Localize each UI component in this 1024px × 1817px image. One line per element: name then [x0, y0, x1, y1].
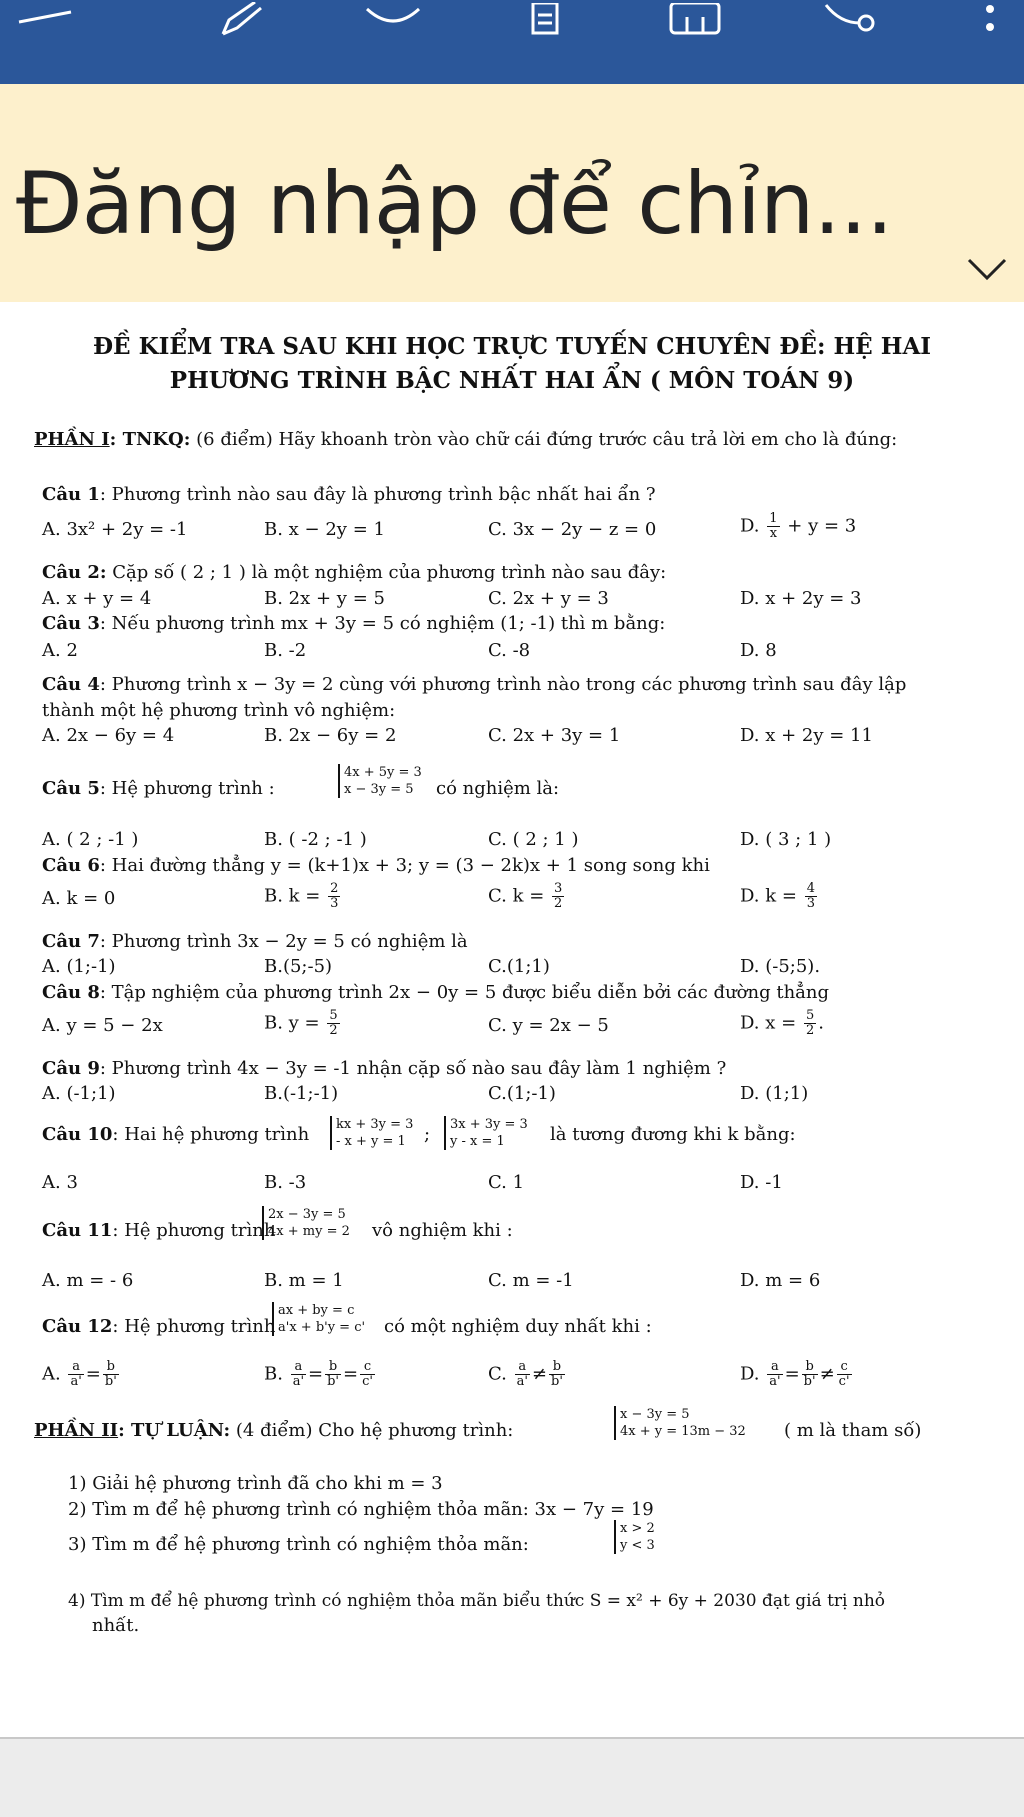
q8-b	[264, 1009, 342, 1038]
q11-sys-eq2: 4x + my = 2	[268, 1224, 350, 1239]
q12-d-f1n: a	[767, 1360, 782, 1375]
q8-d-num: 5	[805, 1008, 815, 1023]
q12-sys-eq1: ax + by = c	[278, 1303, 355, 1318]
q12-d-frac1	[767, 1360, 782, 1389]
part1-label: PHẦN I	[34, 429, 110, 450]
q10-c: C. 1	[488, 1172, 525, 1193]
q3-b: B. -2	[264, 640, 307, 661]
q11-text	[42, 1220, 275, 1242]
q4-a: A. 2x − 6y = 4	[42, 725, 175, 746]
q12-d-f1d: a'	[769, 1374, 781, 1389]
q6-text	[42, 855, 710, 877]
q11-label: Câu 11	[42, 1220, 113, 1241]
q8-d-prefix: D. x =	[740, 1012, 797, 1034]
part2-system	[614, 1406, 746, 1440]
q4-question: : Phương trình x − 3y = 2 cùng với phương trình nào trong các phương trình sau đây lập	[99, 674, 907, 695]
q8-c: C. y = 2x − 5	[488, 1015, 609, 1036]
q11-sys-eq1: 2x − 3y = 5	[268, 1207, 346, 1222]
q2-c: C. 2x + y = 3	[488, 588, 609, 609]
doc-title-line1: ĐỀ KIỂM TRA SAU KHI HỌC TRỰC TUYẾN CHUYÊN ĐỀ: HỆ HAI	[92, 333, 932, 360]
search-icon[interactable]	[360, 0, 430, 40]
q12-d-op2: ≠	[819, 1363, 835, 1385]
q1-a: A. 3x² + 2y = -1	[42, 519, 188, 540]
q10-s2-eq2: y - x = 1	[450, 1134, 505, 1149]
q9-label: Câu 9	[42, 1058, 100, 1079]
q11-a: A. m = - 6	[42, 1270, 134, 1291]
q9-question: : Phương trình 4x − 3y = -1 nhận cặp số nào sau đây làm 1 nghiệm ?	[99, 1058, 727, 1079]
q11-b: B. m = 1	[264, 1270, 344, 1291]
q12-label: Câu 12	[42, 1316, 113, 1337]
q8-a: A. y = 5 − 2x	[42, 1015, 163, 1036]
q11-c: C. m = -1	[488, 1270, 574, 1291]
q12-a-f1n: a	[68, 1360, 83, 1375]
q10-b: B. -3	[264, 1172, 307, 1193]
q2-b: B. 2x + y = 5	[264, 588, 385, 609]
q12-a-f2n: b	[103, 1360, 119, 1375]
q12-b-op2: =	[343, 1363, 359, 1385]
doc-title	[0, 330, 1024, 398]
more-icon[interactable]	[955, 0, 1024, 40]
q1-d-fraction	[767, 512, 779, 541]
q7-a: A. (1;-1)	[42, 956, 116, 977]
q6-question: : Hai đường thẳng y = (k+1)x + 3; y = (3 − 2k)x + 1 song song khi	[99, 855, 710, 876]
q12-a-f1d: a'	[70, 1374, 82, 1389]
q8-b-den: 2	[329, 1023, 338, 1038]
part1-rest-label: : TNKQ:	[109, 429, 191, 450]
task-2: 2) Tìm m để hệ phương trình có nghiệm thỏa mãn: 3x − 7y = 19	[68, 1499, 654, 1520]
document-icon[interactable]	[510, 0, 580, 40]
q12-a-frac2	[103, 1360, 119, 1389]
q11-system	[262, 1206, 350, 1240]
task-1: 1) Giải hệ phương trình đã cho khi m = 3	[68, 1473, 443, 1494]
q4-d: D. x + 2y = 11	[740, 725, 873, 746]
banner-title[interactable]: Đăng nhập để chỉn...	[16, 154, 893, 254]
q9-text	[42, 1058, 726, 1080]
q1-d-num: 1	[769, 511, 778, 526]
q12-d-frac2	[802, 1360, 818, 1389]
q10-text-after: là tương đương khi k bằng:	[550, 1124, 796, 1145]
q5-a: A. ( 2 ; -1 )	[42, 829, 139, 850]
q3-label: Câu 3	[42, 613, 100, 634]
doc-title-line2: PHƯƠNG TRÌNH BẬC NHẤT HAI ẨN ( MÔN TOÁN 9)	[169, 367, 855, 394]
q12-b-frac1	[291, 1360, 306, 1389]
part1-desc: (6 điểm) Hãy khoanh tròn vào chữ cái đứng trước câu trả lời em cho là đúng:	[196, 429, 898, 450]
q6-c-num: 3	[554, 881, 563, 896]
q12-sys-eq2: a'x + b'y = c'	[278, 1320, 366, 1335]
q8-d-den: 2	[805, 1023, 815, 1038]
q1-d-post: + y = 3	[787, 515, 857, 537]
q9-b: B.(-1;-1)	[264, 1083, 339, 1104]
task-3-system	[614, 1520, 655, 1554]
q12-b-f1d: a'	[292, 1374, 305, 1389]
q12-b-f1n: a	[291, 1360, 306, 1375]
q12-c	[488, 1360, 567, 1389]
tablet-icon[interactable]	[660, 0, 730, 40]
q12-text	[42, 1316, 275, 1338]
q5-text-after: có nghiệm là:	[436, 778, 560, 799]
q2-text	[42, 562, 666, 584]
q6-a: A. k = 0	[42, 888, 116, 909]
q12-d-frac3	[837, 1360, 852, 1389]
q12-b	[264, 1360, 377, 1389]
part2-rest-label: : TỰ LUẬN:	[118, 1420, 231, 1441]
q8-b-fraction	[327, 1009, 339, 1038]
q12-b-f2n: b	[325, 1360, 341, 1375]
q12-d	[740, 1360, 854, 1389]
q5-d: D. ( 3 ; 1 )	[740, 829, 832, 850]
q6-d-prefix: D. k =	[740, 885, 797, 907]
q6-c-den: 2	[554, 896, 563, 911]
q12-c-f2n: b	[549, 1360, 565, 1375]
q10-label: Câu 10	[42, 1124, 113, 1145]
q12-b-frac3	[360, 1360, 375, 1389]
q2-label: Câu 2:	[42, 562, 107, 583]
part2-sys-eq2: 4x + y = 13m − 32	[620, 1424, 746, 1439]
q6-d-fraction	[805, 882, 817, 911]
q10-s1-eq2: - x + y = 1	[336, 1134, 406, 1149]
task-3: 3) Tìm m để hệ phương trình có nghiệm thỏa mãn:	[68, 1534, 529, 1555]
q12-a-op: =	[85, 1363, 101, 1385]
q12-c-f1d: a'	[516, 1374, 528, 1389]
q7-c: C.(1;1)	[488, 956, 550, 977]
q1-d-den: x	[769, 526, 778, 541]
q6-c-prefix: C. k =	[488, 885, 545, 907]
q3-question: : Nếu phương trình mx + 3y = 5 có nghiệm (1; -1) thì m bằng:	[99, 613, 666, 634]
q12-b-f2d: b'	[327, 1374, 340, 1389]
q4-text	[42, 674, 906, 696]
q11-d: D. m = 6	[740, 1270, 821, 1291]
q12-question: : Hệ phương trình	[112, 1316, 276, 1337]
q5-question: : Hệ phương trình :	[99, 778, 275, 799]
q8-b-num: 5	[329, 1008, 338, 1023]
q5-sys-eq2: x − 3y = 5	[344, 782, 414, 797]
q10-question: : Hai hệ phương trình	[112, 1124, 310, 1145]
q11-text-after: vô nghiệm khi :	[372, 1220, 513, 1241]
q5-text	[42, 778, 275, 800]
q6-label: Câu 6	[42, 855, 100, 876]
q12-c-f2d: b'	[551, 1374, 563, 1389]
q8-d-post: .	[818, 1012, 824, 1034]
q2-d: D. x + 2y = 3	[740, 588, 862, 609]
q6-d-den: 3	[806, 896, 815, 911]
q4-text2: thành một hệ phương trình vô nghiệm:	[42, 700, 396, 721]
q6-d	[740, 882, 819, 911]
q8-question: : Tập nghiệm của phương trình 2x − 0y = 5 được biểu diễn bởi các đường thẳng	[99, 982, 830, 1003]
part2-header	[34, 1420, 513, 1442]
q12-c-frac1	[515, 1360, 530, 1389]
q12-a	[42, 1360, 121, 1389]
task-3-sys-eq1: x > 2	[620, 1521, 655, 1536]
canvas-background	[0, 1739, 1024, 1817]
part2-sys-eq1: x − 3y = 5	[620, 1407, 690, 1422]
q3-d: D. 8	[740, 640, 777, 661]
share-icon[interactable]	[815, 0, 885, 40]
q7-question: : Phương trình 3x − 2y = 5 có nghiệm là	[99, 931, 468, 952]
chevron-down-icon[interactable]	[965, 254, 1009, 284]
q1-d-prefix: D.	[740, 515, 760, 537]
part2-label: PHẦN II	[34, 1420, 119, 1441]
q12-a-f2d: b'	[104, 1374, 117, 1389]
back-arrow-icon[interactable]	[10, 0, 80, 40]
q12-b-prefix: B.	[264, 1363, 283, 1385]
q12-b-f3d: c'	[362, 1374, 373, 1389]
task-4-cont: nhất.	[92, 1615, 140, 1636]
q9-d: D. (1;1)	[740, 1083, 809, 1104]
q12-a-prefix: A.	[42, 1363, 61, 1385]
q8-b-prefix: B. y =	[264, 1012, 320, 1034]
q7-b: B.(5;-5)	[264, 956, 333, 977]
q6-b-fraction	[328, 882, 340, 911]
q2-a: A. x + y = 4	[42, 588, 152, 609]
q6-c	[488, 882, 566, 911]
q12-b-f3n: c	[360, 1360, 375, 1375]
q12-b-frac2	[325, 1360, 341, 1389]
q12-b-op1: =	[308, 1363, 324, 1385]
q6-d-num: 4	[806, 881, 815, 896]
q8-label: Câu 8	[42, 982, 100, 1003]
q8-d	[740, 1009, 824, 1038]
q8-d-fraction	[804, 1009, 816, 1038]
q6-b	[264, 882, 342, 911]
app-toolbar	[0, 0, 1024, 84]
q7-label: Câu 7	[42, 931, 100, 952]
part2-desc: (4 điểm) Cho hệ phương trình:	[235, 1420, 514, 1441]
q10-separator: ;	[424, 1124, 431, 1145]
q11-question: : Hệ phương trình	[112, 1220, 276, 1241]
q5-sys-eq1: 4x + 5y = 3	[344, 765, 422, 780]
q8-text	[42, 982, 829, 1004]
q6-b-num: 2	[330, 881, 339, 896]
q3-c: C. -8	[488, 640, 531, 661]
q7-d: D. (-5;5).	[740, 956, 821, 977]
q4-c: C. 2x + 3y = 1	[488, 725, 621, 746]
q3-text	[42, 613, 665, 635]
q12-d-op1: =	[784, 1363, 800, 1385]
q9-a: A. (-1;1)	[42, 1083, 116, 1104]
q12-c-f1n: a	[515, 1360, 530, 1375]
part1-header	[34, 429, 897, 451]
q9-c: C.(1;-1)	[488, 1083, 556, 1104]
q1-label: Câu 1	[42, 484, 100, 505]
q1-b: B. x − 2y = 1	[264, 519, 385, 540]
q12-c-frac2	[549, 1360, 565, 1389]
q12-d-prefix: D.	[740, 1363, 760, 1385]
q1-question: : Phương trình nào sau đây là phương trình bậc nhất hai ẩn ?	[99, 484, 656, 505]
q1-text	[42, 484, 656, 506]
q1-c: C. 3x − 2y − z = 0	[488, 519, 657, 540]
q5-b: B. ( -2 ; -1 )	[264, 829, 367, 850]
q2-question: Cặp số ( 2 ; 1 ) là một nghiệm của phương trình nào sau đây:	[106, 562, 667, 583]
q12-c-op: ≠	[531, 1363, 548, 1385]
q5-c: C. ( 2 ; 1 )	[488, 829, 579, 850]
q12-d-f2n: b	[802, 1360, 818, 1375]
q1-d	[740, 512, 856, 541]
q10-system-1	[330, 1116, 413, 1150]
q12-d-f3d: c'	[838, 1374, 850, 1389]
q5-system	[338, 764, 422, 798]
q3-a: A. 2	[42, 640, 78, 661]
q6-b-prefix: B. k =	[264, 885, 321, 907]
q10-a: A. 3	[42, 1172, 78, 1193]
document-page	[0, 302, 1024, 1739]
q10-system-2	[444, 1116, 528, 1150]
q10-d: D. -1	[740, 1172, 783, 1193]
pen-icon[interactable]	[205, 0, 275, 40]
part2-note: ( m là tham số)	[784, 1420, 922, 1441]
q12-d-f3n: c	[837, 1360, 852, 1375]
q12-a-frac1	[68, 1360, 83, 1389]
q4-label: Câu 4	[42, 674, 100, 695]
q12-c-prefix: C.	[488, 1363, 507, 1385]
q10-text	[42, 1124, 309, 1146]
task-3-sys-eq2: y < 3	[620, 1538, 655, 1553]
q6-c-fraction	[552, 882, 564, 911]
q5-label: Câu 5	[42, 778, 100, 799]
q6-b-den: 3	[330, 896, 339, 911]
sign-in-banner[interactable]	[0, 84, 1024, 303]
q10-s2-eq1: 3x + 3y = 3	[450, 1117, 528, 1132]
q12-system	[272, 1302, 365, 1336]
task-4: 4) Tìm m để hệ phương trình có nghiệm thỏa mãn biểu thức S = x² + 6y + 2030 đạt giá trị nhỏ	[68, 1591, 886, 1611]
q4-b: B. 2x − 6y = 2	[264, 725, 397, 746]
q7-text	[42, 931, 468, 953]
q12-text-after: có một nghiệm duy nhất khi :	[384, 1316, 652, 1337]
q12-d-f2d: b'	[803, 1374, 816, 1389]
q10-s1-eq1: kx + 3y = 3	[336, 1117, 414, 1132]
